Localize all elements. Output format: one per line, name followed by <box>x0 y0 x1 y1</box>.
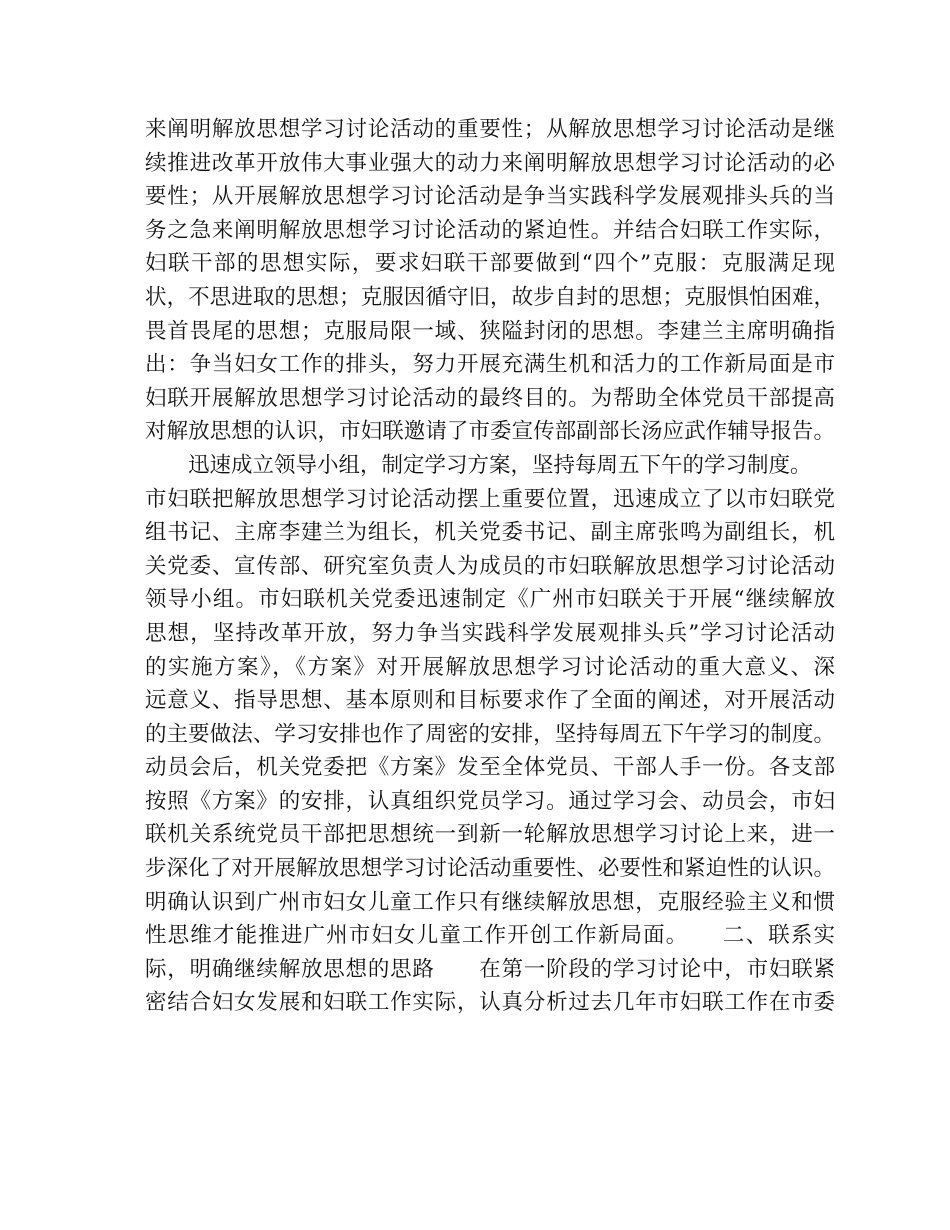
text-line: 关党委、宣传部、研究室负责人为成员的市妇联解放思想学习讨论活动 <box>145 553 835 579</box>
text-line: 妇联开展解放思想学习讨论活动的最终目的。为帮助全体党员干部提高 <box>145 385 835 411</box>
text-line: 际，明确继续解放思想的思路 在第一阶段的学习讨论中，市妇联紧 <box>145 956 835 982</box>
text-line: 密结合妇女发展和妇联工作实际，认真分析过去几年市妇联工作在市委 <box>145 990 835 1016</box>
text-line: 来阐明解放思想学习讨论活动的重要性；从解放思想学习讨论活动是继 <box>145 117 835 142</box>
text-line: 妇联干部的思想实际，要求妇联干部要做到“四个”克服：克服满足现 <box>145 251 835 277</box>
text-line: 状，不思进取的思想；克服因循守旧，故步自封的思想；克服惧怕困难， <box>145 284 835 310</box>
text-line: 的实施方案》，《方案》对开展解放思想学习讨论活动的重大意义、深 <box>145 654 835 680</box>
text-line: 按照《方案》的安排，认真组织党员学习。通过学习会、动员会，市妇 <box>145 788 835 814</box>
text-line: 性思维才能推进广州市妇女儿童工作开创工作新局面。 二、联系实 <box>145 923 835 949</box>
text-line: 畏首畏尾的思想；克服局限一域、狭隘封闭的思想。李建兰主席明确指 <box>145 318 835 344</box>
text-line: 步深化了对开展解放思想学习讨论活动重要性、必要性和紧迫性的认识。 <box>145 856 835 882</box>
paragraph-start-line: 迅速成立领导小组，制定学习方案，坚持每周五下午的学习制度。 <box>188 452 812 478</box>
body-text <box>145 113 835 1020</box>
text-line: 要性；从开展解放思想学习讨论活动是争当实践科学发展观排头兵的当 <box>145 184 835 210</box>
text-line: 联机关系统党员干部把思想统一到新一轮解放思想学习讨论上来，进一 <box>145 822 835 848</box>
text-line: 市妇联把解放思想学习讨论活动摆上重要位置，迅速成立了以市妇联党 <box>145 486 835 512</box>
text-line: 对解放思想的认识，市妇联邀请了市委宣传部副部长汤应武作辅导报告。 <box>145 419 835 445</box>
text-line: 的主要做法、学习安排也作了周密的安排，坚持每周五下午学习的制度。 <box>145 721 835 747</box>
text-line: 思想，坚持改革开放，努力争当实践科学发展观排头兵”学习讨论活动 <box>145 620 835 646</box>
text-line: 远意义、指导思想、基本原则和目标要求作了全面的阐述，对开展活动 <box>145 688 835 714</box>
text-line: 动员会后，机关党委把《方案》发至全体党员、干部人手一份。各支部 <box>145 755 835 781</box>
text-line: 出：争当妇女工作的排头，努力开展充满生机和活力的工作新局面是市 <box>145 352 835 378</box>
text-line: 务之急来阐明解放思想学习讨论活动的紧迫性。并结合妇联工作实际， <box>145 217 835 243</box>
text-line: 组书记、主席李建兰为组长，机关党委书记、副主席张鸣为副组长，机 <box>145 520 835 546</box>
text-line: 领导小组。市妇联机关党委迅速制定《广州市妇联关于开展“继续解放 <box>145 587 835 613</box>
text-line: 续推进改革开放伟大事业强大的动力来阐明解放思想学习讨论活动的必 <box>145 150 835 176</box>
text-line: 明确认识到广州市妇女儿童工作只有继续解放思想，克服经验主义和惯 <box>145 889 835 915</box>
